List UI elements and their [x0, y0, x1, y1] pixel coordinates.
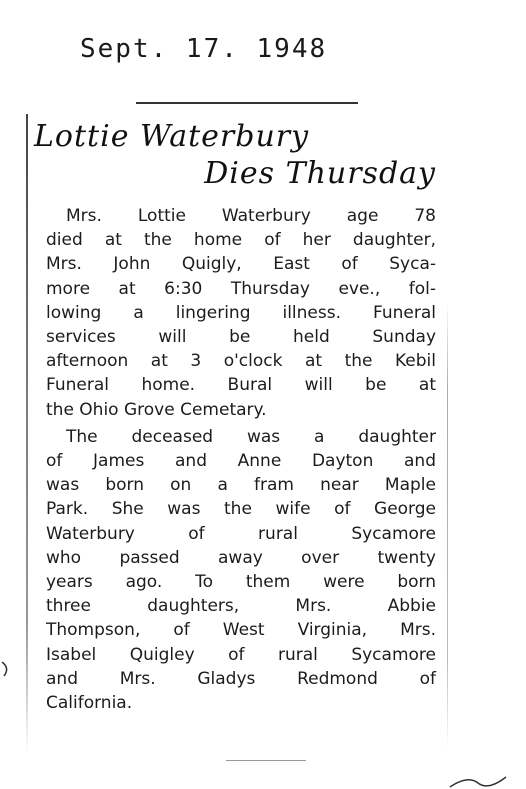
article-line: Mrs. John Quigly, East of Syca- [46, 254, 436, 275]
article-line: more at 6:30 Thursday eve., fol- [46, 278, 436, 299]
article-line: Thompson, of West Virginia, Mrs. [46, 620, 436, 641]
article-line: afternoon at 3 o'clock at the Kebil [46, 351, 436, 372]
article-line: was born on a fram near Maple [46, 475, 436, 496]
headline [34, 118, 440, 192]
article-line: who passed away over twenty [46, 547, 436, 568]
bottom-rule [226, 760, 306, 761]
article-line: three daughters, Mrs. Abbie [46, 596, 436, 617]
article-line: of James and Anne Dayton and [46, 451, 436, 472]
article-line: lowing a lingering illness. Funeral [46, 302, 436, 323]
margin-mark [0, 660, 14, 678]
article-line: Isabel Quigley of rural Sycamore [46, 644, 436, 665]
article-line: California. [46, 693, 133, 714]
article-line: Funeral home. Bural will be at [46, 375, 436, 396]
headline-line-1: Lottie Waterbury [34, 119, 310, 154]
paragraph-2 [46, 425, 436, 715]
article-line: services will be held Sunday [46, 327, 436, 348]
headline-line-2: Dies Thursday [204, 156, 436, 191]
pen-mark [448, 773, 508, 789]
date-stamp: Sept. 17. 1948 [80, 34, 328, 64]
clipping-right-edge [447, 300, 448, 750]
clipping-left-edge [26, 114, 28, 754]
article-body [46, 204, 436, 715]
article-line: years ago. To them were born [46, 572, 436, 593]
top-rule [136, 102, 358, 104]
newspaper-clipping [26, 100, 444, 760]
article-line: Waterbury of rural Sycamore [46, 523, 436, 544]
paragraph-1 [46, 204, 436, 422]
article-line: the Ohio Grove Cemetary. [46, 399, 267, 420]
article-line: and Mrs. Gladys Redmond of [46, 668, 436, 689]
article-line: Park. She was the wife of George [46, 499, 436, 520]
article-line: died at the home of her daughter, [46, 230, 436, 251]
article-line: The deceased was a daughter [66, 426, 436, 447]
article-line: Mrs. Lottie Waterbury age 78 [66, 206, 436, 226]
